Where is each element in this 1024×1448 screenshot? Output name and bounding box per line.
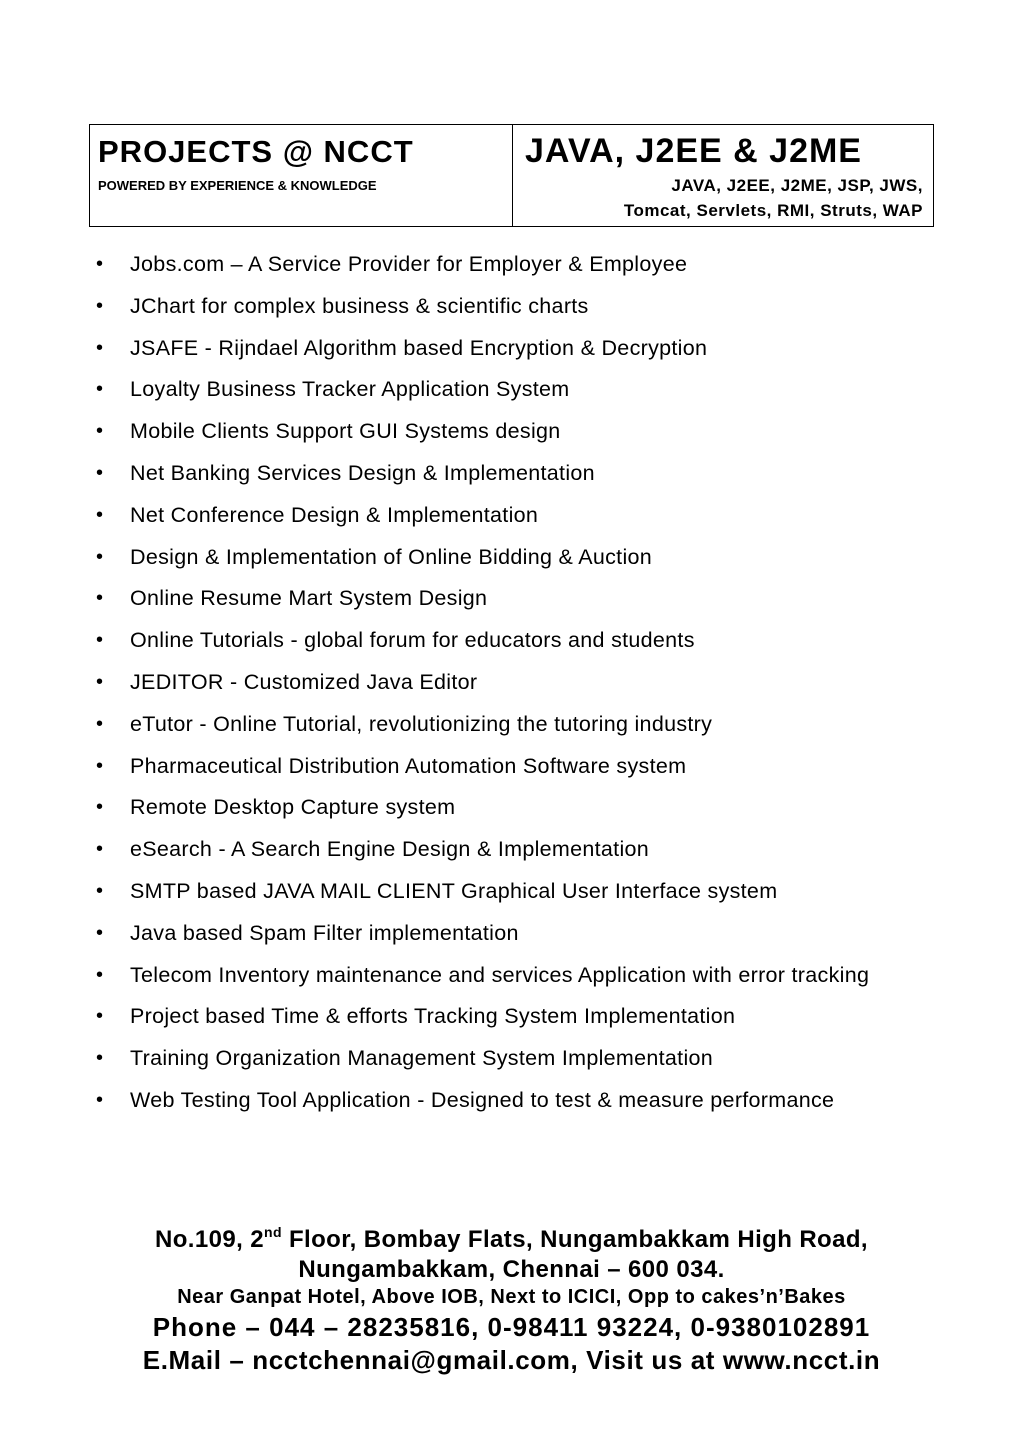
project-title: Jobs.com – A Service Provider for Employer & Employee — [130, 252, 688, 276]
project-list — [96, 249, 934, 1127]
project-item — [96, 792, 934, 822]
bullet-icon: • — [96, 838, 104, 861]
project-item — [96, 918, 934, 948]
address-prefix: No.109, 2 — [155, 1226, 264, 1253]
project-title: Web Testing Tool Application - Designed to test & measure performance — [130, 1087, 835, 1112]
project-title: eSearch - A Search Engine Design & Implementation — [130, 837, 650, 862]
bullet-icon: • — [96, 963, 104, 986]
project-title: JChart for complex business & scientific charts — [130, 293, 589, 318]
project-item — [96, 1085, 934, 1115]
project-title: Telecom Inventory maintenance and services Application with error tracking — [130, 962, 870, 987]
project-title: Design & Implementation of Online Bidding & Auction — [130, 544, 653, 569]
address-suffix: Floor, Bombay Flats, Nungambakkam High Road, — [281, 1226, 868, 1253]
project-item — [96, 458, 934, 488]
project-title: Remote Desktop Capture system — [130, 795, 456, 820]
project-title: Pharmaceutical Distribution Automation Software system — [130, 753, 687, 778]
tech-list-line2: Tomcat, Servlets, RMI, Struts, WAP — [623, 201, 923, 220]
project-title: eTutor - Online Tutorial, revolutionizing the tutoring industry — [130, 711, 713, 736]
project-item — [96, 542, 934, 572]
bullet-icon: • — [96, 461, 104, 484]
bullet-icon: • — [96, 378, 104, 401]
project-title: Training Organization Management System Implementation — [130, 1046, 714, 1071]
project-title: Online Tutorials - global forum for educators and students — [130, 628, 695, 653]
project-item — [96, 834, 934, 864]
bullet-icon: • — [96, 587, 104, 610]
project-item — [96, 667, 934, 697]
project-item — [96, 583, 934, 613]
landmark-line: Near Ganpat Hotel, Above IOB, Next to ICICI, Opp to cakes’n’Bakes — [177, 1286, 846, 1308]
project-item — [96, 333, 934, 363]
project-item — [96, 1043, 934, 1073]
project-item — [96, 751, 934, 781]
bullet-icon: • — [96, 921, 104, 944]
project-title: Net Conference Design & Implementation — [130, 502, 539, 527]
tech-list-line1: JAVA, J2EE, J2ME, JSP, JWS, — [671, 176, 923, 195]
email-line: E.Mail – ncctchennai@gmail.com, Visit us at www.ncct.in — [142, 1345, 881, 1375]
brand-cell — [90, 125, 513, 226]
project-item — [96, 876, 934, 906]
bullet-icon: • — [96, 1047, 104, 1070]
bullet-icon: • — [96, 1005, 104, 1028]
bullet-icon: • — [96, 503, 104, 526]
project-title: JEDITOR - Customized Java Editor — [130, 669, 478, 694]
contact-footer — [89, 1224, 934, 1376]
bullet-icon: • — [96, 629, 104, 652]
address-superscript: nd — [264, 1224, 282, 1240]
bullet-icon: • — [96, 294, 104, 317]
project-title: Net Banking Services Design & Implementation — [130, 460, 595, 485]
project-title: JSAFE - Rijndael Algorithm based Encryption & Decryption — [130, 335, 708, 360]
project-title: Online Resume Mart System Design — [130, 586, 488, 611]
project-item — [96, 291, 934, 321]
project-item — [96, 416, 934, 446]
project-item — [96, 500, 934, 530]
brand-tagline: POWERED BY EXPERIENCE & KNOWLEDGE — [98, 178, 377, 193]
tech-title: JAVA, J2EE & J2ME — [525, 132, 862, 170]
project-item — [96, 1001, 934, 1031]
bullet-icon: • — [96, 1088, 104, 1111]
project-title: Project based Time & efforts Tracking System Implementation — [130, 1004, 736, 1029]
project-title: Mobile Clients Support GUI Systems design — [130, 419, 561, 444]
project-item — [96, 960, 934, 990]
bullet-icon: • — [96, 796, 104, 819]
project-title: SMTP based JAVA MAIL CLIENT Graphical User Interface system — [130, 878, 778, 903]
project-item — [96, 374, 934, 404]
header-box — [89, 124, 934, 227]
bullet-icon: • — [96, 336, 104, 359]
project-item — [96, 249, 934, 279]
bullet-icon: • — [96, 670, 104, 693]
tech-list — [525, 173, 923, 223]
bullet-icon: • — [96, 253, 104, 275]
bullet-icon: • — [96, 754, 104, 777]
address-line-2: Nungambakkam, Chennai – 600 034. — [298, 1256, 725, 1283]
bullet-icon: • — [96, 879, 104, 902]
bullet-icon: • — [96, 545, 104, 568]
address-line-1 — [89, 1224, 934, 1256]
project-title: Loyalty Business Tracker Application System — [130, 377, 570, 402]
brand-title: PROJECTS @ NCCT — [98, 134, 414, 169]
tech-cell — [513, 125, 933, 226]
project-item — [96, 625, 934, 655]
project-title: Java based Spam Filter implementation — [130, 920, 519, 945]
phone-line: Phone – 044 – 28235816, 0-98411 93224, 0-9380102891 — [152, 1312, 871, 1342]
bullet-icon: • — [96, 420, 104, 443]
bullet-icon: • — [96, 712, 104, 735]
project-item — [96, 709, 934, 739]
